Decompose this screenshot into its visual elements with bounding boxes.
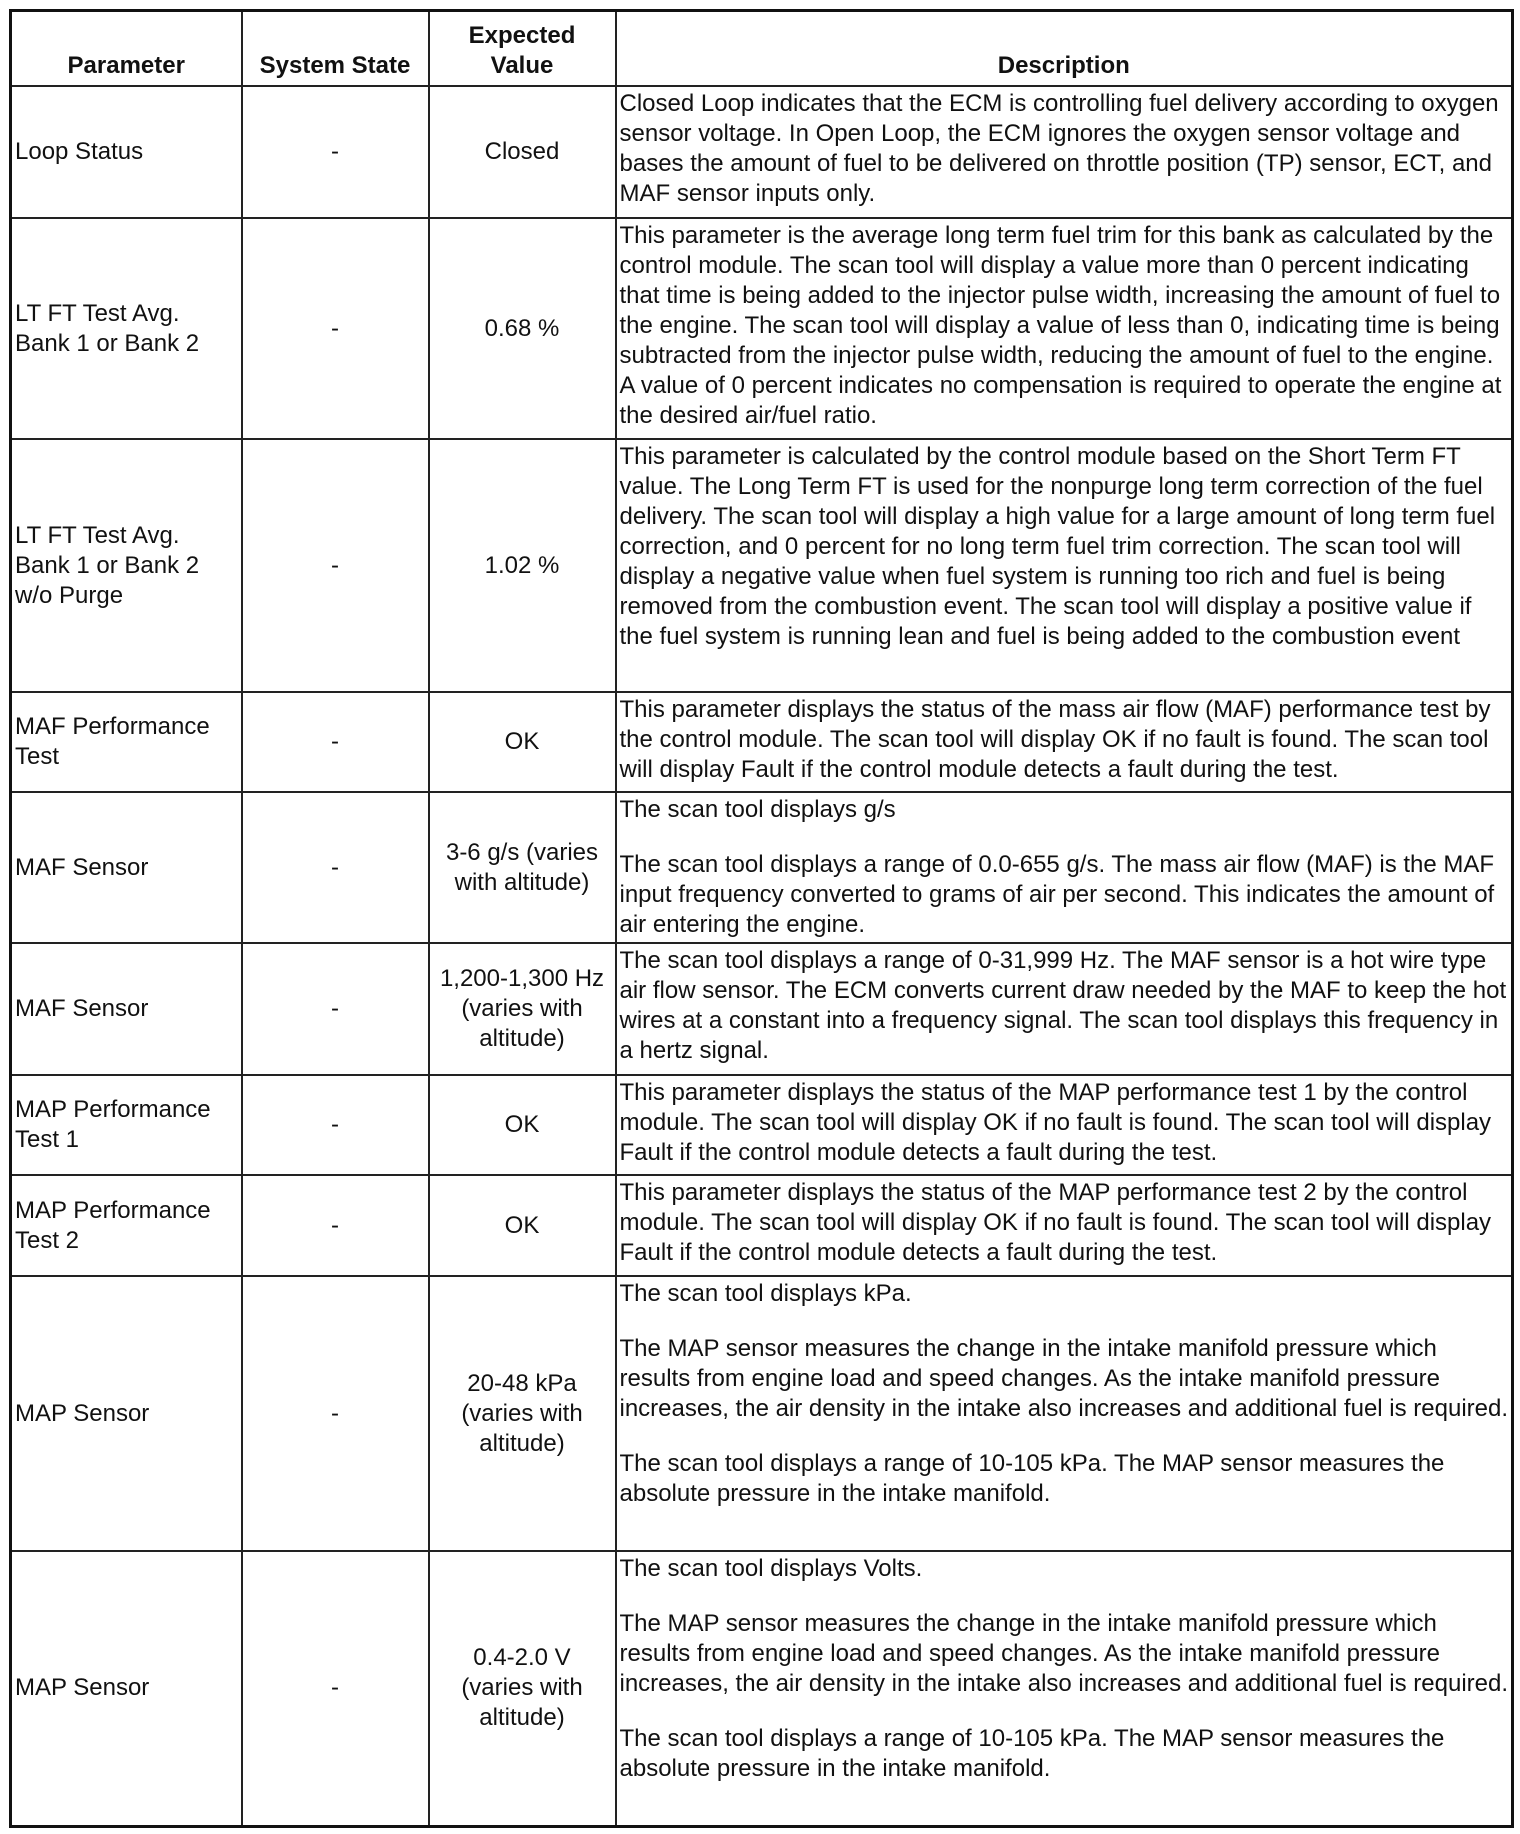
description-paragraph: The scan tool displays a range of 0.0-655 g/s. The mass air flow (MAF) is the MAF input frequency converted to grams of air per second. This indicates the amount of air entering the engine. (619, 851, 1495, 938)
parameter-cell: MAF Sensor (11, 792, 242, 943)
table-row (11, 692, 1513, 792)
description-cell (616, 439, 1513, 692)
expected-value-cell: 1,200-1,300 Hz (varies with altitude) (429, 943, 616, 1075)
description-paragraph: Closed Loop indicates that the ECM is controlling fuel delivery according to oxygen sensor voltage. In Open Loop, the ECM ignores the oxygen sensor voltage and bases the amount of fuel to be delivered on throttle position (TP) sensor, ECT, and MAF sensor inputs only. (619, 90, 1499, 207)
table-row (11, 218, 1513, 439)
description-cell (616, 1075, 1513, 1175)
table-row (11, 1276, 1513, 1551)
header-system-state: System State (242, 11, 429, 87)
description-paragraph: The scan tool displays a range of 10-105 kPa. The MAP sensor measures the absolute pressure in the intake manifold. (619, 1725, 1445, 1782)
expected-value-cell: 0.68 % (429, 218, 616, 439)
system-state-cell: - (242, 1075, 429, 1175)
description-paragraph: The scan tool displays kPa. (619, 1280, 912, 1307)
parameter-cell: LT FT Test Avg. Bank 1 or Bank 2 w/o Purge (11, 439, 242, 692)
description-cell (616, 218, 1513, 439)
header-row (11, 11, 1513, 87)
description-cell (616, 86, 1513, 218)
header-description: Description (616, 11, 1513, 87)
description-cell (616, 943, 1513, 1075)
parameter-cell: MAF Sensor (11, 943, 242, 1075)
table-row (11, 1175, 1513, 1276)
description-paragraph: This parameter is the average long term fuel trim for this bank as calculated by the control module. The scan tool will display a value more than 0 percent indicating that time is being added to the injector pulse width, increasing the amount of fuel to the engine. The scan tool will display a value of less than 0, indicating time is being subtracted from the injector pulse width, reducing the amount of fuel to the engine. A value of 0 percent indicates no compensation is required to operate the engine at the desired air/fuel ratio. (619, 222, 1502, 429)
header-parameter: Parameter (11, 11, 242, 87)
scan-tool-parameter-table (9, 9, 1514, 1828)
description-paragraph: This parameter displays the status of the MAP performance test 1 by the control module. The scan tool will display OK if no fault is found. The scan tool will display Fault if the control module detects a fault during the test. (619, 1079, 1492, 1166)
header-expected-value: Expected Value (429, 11, 616, 87)
description-paragraph: The scan tool displays Volts. (619, 1555, 923, 1582)
system-state-cell: - (242, 792, 429, 943)
parameter-cell: MAP Performance Test 1 (11, 1075, 242, 1175)
description-paragraph: This parameter displays the status of the mass air flow (MAF) performance test by the control module. The scan tool will display OK if no fault is found. The scan tool will display Fault if the control module detects a fault during the test. (619, 696, 1491, 783)
system-state-cell: - (242, 439, 429, 692)
parameter-cell: Loop Status (11, 86, 242, 218)
description-cell (616, 792, 1513, 943)
parameter-cell: MAF Performance Test (11, 692, 242, 792)
description-cell (616, 692, 1513, 792)
description-paragraph: The MAP sensor measures the change in the intake manifold pressure which results from engine load and speed changes. As the intake manifold pressure increases, the air density in the intake also increases and additional fuel is required. (619, 1610, 1509, 1697)
expected-value-cell: 3-6 g/s (varies with altitude) (429, 792, 616, 943)
expected-value-cell: 0.4-2.0 V (varies with altitude) (429, 1551, 616, 1826)
expected-value-cell: 1.02 % (429, 439, 616, 692)
system-state-cell: - (242, 692, 429, 792)
table-body (11, 86, 1513, 1826)
expected-value-cell: 20-48 kPa (varies with altitude) (429, 1276, 616, 1551)
expected-value-cell: OK (429, 692, 616, 792)
description-paragraph: The scan tool displays g/s (619, 796, 896, 823)
system-state-cell: - (242, 218, 429, 439)
description-paragraph: The scan tool displays a range of 10-105 kPa. The MAP sensor measures the absolute pressure in the intake manifold. (619, 1450, 1445, 1507)
table-row (11, 943, 1513, 1075)
parameter-cell: MAP Sensor (11, 1551, 242, 1826)
description-cell (616, 1276, 1513, 1551)
description-paragraph: This parameter is calculated by the control module based on the Short Term FT value. The Long Term FT is used for the nonpurge long term correction of the fuel delivery. The scan tool will display a high value for a large amount of long term fuel correction, and 0 percent for no long term fuel trim correction. The scan tool will display a negative value when fuel system is running too rich and fuel is being removed from the combustion event. The scan tool will display a positive value if the fuel system is running lean and fuel is being added to the combustion event (619, 443, 1496, 650)
description-cell (616, 1175, 1513, 1276)
table-row (11, 792, 1513, 943)
parameter-cell: MAP Sensor (11, 1276, 242, 1551)
table-row (11, 1551, 1513, 1826)
expected-value-cell: Closed (429, 86, 616, 218)
description-paragraph: The scan tool displays a range of 0-31,999 Hz. The MAF sensor is a hot wire type air flow sensor. The ECM converts current draw needed by the MAF to keep the hot wires at a constant into a frequency signal. The scan tool displays this frequency in a hertz signal. (619, 947, 1507, 1064)
system-state-cell: - (242, 1276, 429, 1551)
table-row (11, 86, 1513, 218)
expected-value-cell: OK (429, 1175, 616, 1276)
table-row (11, 439, 1513, 692)
system-state-cell: - (242, 1175, 429, 1276)
description-cell (616, 1551, 1513, 1826)
parameter-cell: MAP Performance Test 2 (11, 1175, 242, 1276)
description-paragraph: The MAP sensor measures the change in the intake manifold pressure which results from engine load and speed changes. As the intake manifold pressure increases, the air density in the intake also increases and additional fuel is required. (619, 1335, 1509, 1422)
table-row (11, 1075, 1513, 1175)
description-paragraph: This parameter displays the status of the MAP performance test 2 by the control module. The scan tool will display OK if no fault is found. The scan tool will display Fault if the control module detects a fault during the test. (619, 1179, 1492, 1266)
system-state-cell: - (242, 86, 429, 218)
parameter-table-container (9, 9, 1511, 1824)
parameter-cell: LT FT Test Avg. Bank 1 or Bank 2 (11, 218, 242, 439)
system-state-cell: - (242, 943, 429, 1075)
expected-value-cell: OK (429, 1075, 616, 1175)
system-state-cell: - (242, 1551, 429, 1826)
